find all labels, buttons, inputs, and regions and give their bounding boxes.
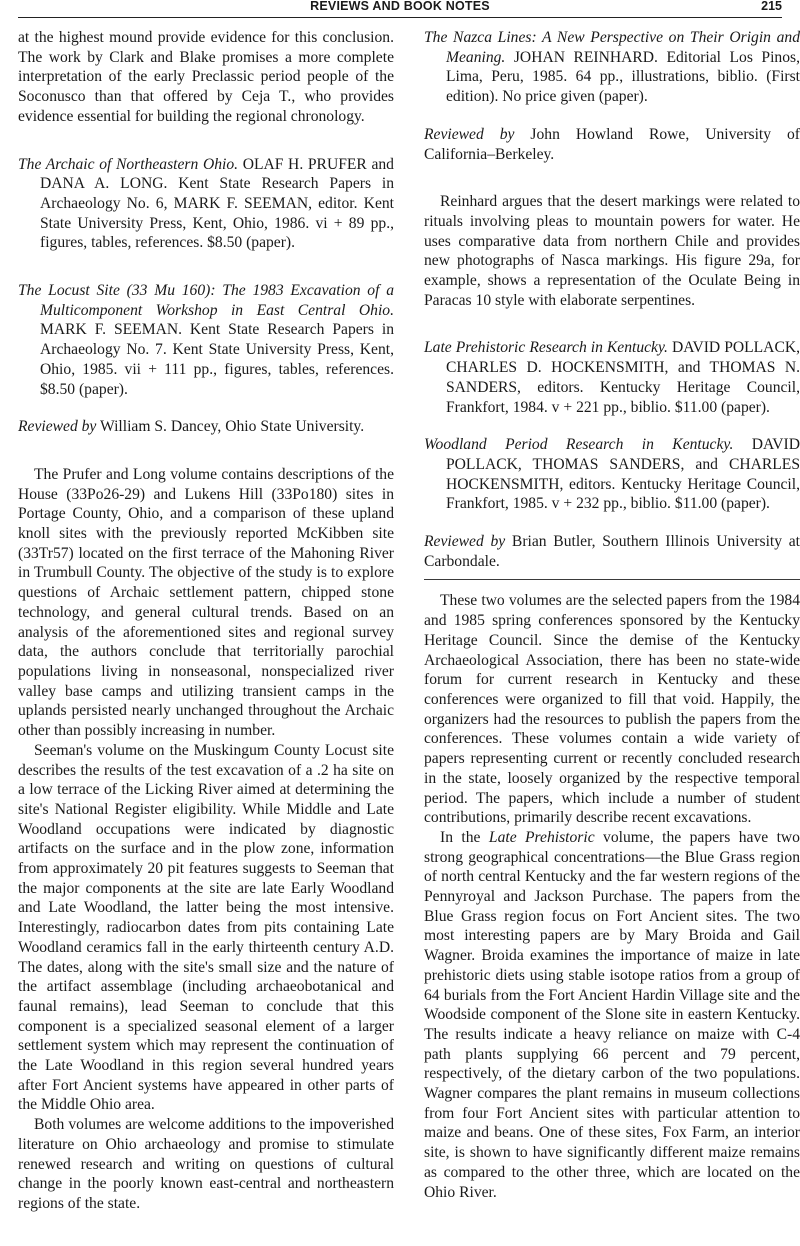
book-details: DAVID POLLACK, CHARLES D. HOCKENSMITH, and THOMAS N. SANDERS, editors. Kentucky Heritage Council, Frankfort, 1984. v + 221 pp., biblio. $11.00 (paper). — [446, 339, 800, 416]
book-title: The Locust Site (33 Mu 160): The 1983 Excavation of a Multicomponent Workshop in East Central Ohio. — [18, 282, 394, 319]
book-title: The Archaic of Northeastern Ohio. — [18, 155, 239, 173]
book-note-late-prehistoric-kentucky — [424, 338, 800, 417]
paragraph-text: volume, the papers have two strong geographical concentrations—the Blue Grass region of north central Kentucky and the far western regions of the Pennyroyal and Jackson Purchase. The papers from the Blue Grass region focus on Fort Ancient sites. The two most interesting papers are by Mary Broida and Gail Wagner. Broida examines the importance of maize in late prehistoric diets using stable isotope ratios from a group of 64 burials from the Fort Ancient Hardin Village site and the Woodside component of the Slone site in eastern Kentucky. The results indicate a heavy reliance on maize with C-4 path plants supplying 66 percent and 79 percent, respectively, of the dietary carbon of the two populations. Wagner compares the plant remains in museum collections from four Fort Ancient sites with particular attention to maize and beans. One of these sites, Fox Farm, an interior site, is shown to have significantly different maize remains as compared to the other three, which are located on the Ohio River. — [424, 828, 800, 1201]
paragraph-lead: In the — [440, 828, 481, 846]
reviewed-by-label: Reviewed by — [424, 125, 515, 143]
reviewed-by-label: Reviewed by — [424, 533, 506, 551]
left-column — [18, 28, 394, 1214]
review-paragraph: The Prufer and Long volume contains descriptions of the House (33Po26-29) and Lukens Hill (33Po180) sites in Portage County, Ohio, and a comparison of these upland knoll sites with the previously reported McKibben site (33Tr57) located on the first terrace of the Mahoning River in Trumbull County. The objective of the study is to explore questions of Archaic settlement pattern, chipped stone technology, and general cultural trends. Based on an analysis of the aforementioned sites and regional survey data, the authors conclude that territorially parochial populations living in nonseasonal, nonspecialized river valley base camps and utilizing transient camps in the uplands persisted nearly unchanged throughout the Archaic other than possibly increasing in number. — [18, 465, 394, 740]
continued-paragraph: at the highest mound provide evidence for this conclusion. The work by Clark and Blake promises a more complete interpretation of the early Preclassic period people of the Soconusco than that offered by Ceja T., who provides evidence essential for building the regional chronology. — [18, 29, 394, 125]
book-details: DAVID POLLACK, THOMAS SANDERS, and CHARLES HOCKENSMITH, editors. Kentucky Heritage Council, Frankfort, 1985. v + 232 pp., biblio. $11.00 (paper). — [446, 436, 800, 513]
book-title: The Nazca Lines: A New Perspective on Their Origin and Meaning. — [424, 29, 800, 66]
reviewer-line — [424, 125, 800, 164]
volume-title: Late Prehistoric — [488, 828, 595, 846]
review-paragraph: Both volumes are welcome additions to the impoverished literature on Ohio archaeology and promise to stimulate renewed research and writing on questions of cultural change in the poorly known east-central and northeastern regions of the state. — [18, 1116, 394, 1212]
book-note-archaic-northeastern-ohio — [18, 155, 394, 254]
page-header — [0, 0, 800, 16]
book-details: MARK F. SEEMAN. Kent State Research Papers in Archaeology No. 7. Kent State University Press, Kent, Ohio, 1985. vii + 111 pp., figures, tables, references. $8.50 (paper). — [40, 321, 394, 398]
reviewer-name: John Howland Rowe, University of California–Berkeley. — [424, 125, 800, 163]
page-number: 215 — [761, 0, 782, 13]
section-divider — [424, 571, 800, 591]
book-title: Woodland Period Research in Kentucky. — [424, 436, 734, 454]
book-note-woodland-kentucky — [424, 435, 800, 514]
book-details: OLAF H. PRUFER and DANA A. LONG. Kent State Research Papers in Archaeology No. 6, MARK F. SEEMAN, editor. Kent State University Press, Kent, Ohio, 1986. vi + 89 pp., figures, tables, references. $8.50 (paper). — [40, 155, 394, 252]
book-note-locust-site — [18, 281, 394, 399]
reviewer-line — [18, 417, 394, 437]
review-paragraph: Seeman's volume on the Muskingum County Locust site describes the results of the test excavation of a .2 ha site on a low terrace of the Licking River aimed at determining the site's National Register eligibility. While Middle and Late Woodland occupations were indicated by diagnostic artifacts on the surface and in the plow zone, information from approximately 20 pit features suggests to Seeman that the major components at the site are late Early Woodland and Late Woodland, the latter being the most intensive. Interestingly, radiocarbon dates from pits containing Late Woodland ceramics fall in the early thirteenth century A.D. The dates, along with the site's small size and the nature of the artifact assemblage (including archaeobotanical and faunal remains), lead Seeman to conclude that this component is a specialized seasonal element of a larger settlement system which may represent the continuation of the Late Woodland in this region several hundred years after Fort Ancient systems have appeared in other parts of the Middle Ohio area. — [18, 741, 394, 1114]
book-details: JOHAN REINHARD. Editorial Los Pinos, Lima, Peru, 1985. 64 pp., illustrations, biblio. (First edition). No price given (paper). — [446, 48, 800, 106]
reviewer-line — [424, 532, 800, 571]
reviewer-name: Brian Butler, Southern Illinois University at Carbondale. — [424, 533, 800, 570]
book-note-nazca-lines — [424, 28, 800, 107]
book-title: Late Prehistoric Research in Kentucky. — [424, 339, 668, 357]
running-head: REVIEWS AND BOOK NOTES — [310, 0, 490, 13]
reviewer-name: William S. Dancey, Ohio State University. — [99, 418, 365, 436]
header-rule — [18, 17, 782, 18]
review-paragraph: These two volumes are the selected papers from the 1984 and 1985 spring conferences sponsored by the Kentucky Heritage Council. Since the demise of the Kentucky Archaeological Association, there has been no state-wide forum for current research in Kentucky and these conferences were organized to fill that void. Happily, the organizers had the resources to publish the papers from the conferences. These volumes contain a wide variety of papers representing current or recently concluded research in the state, loosely organized by the respective temporal period. The papers, which include a number of student contributions, primarily describe recent excavations. — [424, 592, 800, 827]
review-paragraph — [424, 828, 800, 1202]
reviewed-by-label: Reviewed by — [18, 418, 97, 436]
right-column — [424, 28, 800, 1202]
review-paragraph: Reinhard argues that the desert markings were related to rituals involving pleas to mountain powers for water. He uses comparative data from northern Chile and provides new photographs of Nasca markings. His figure 29a, for example, shows a representation of the Oculate Being in Paracas 10 style with elaborate serpentines. — [424, 193, 800, 309]
